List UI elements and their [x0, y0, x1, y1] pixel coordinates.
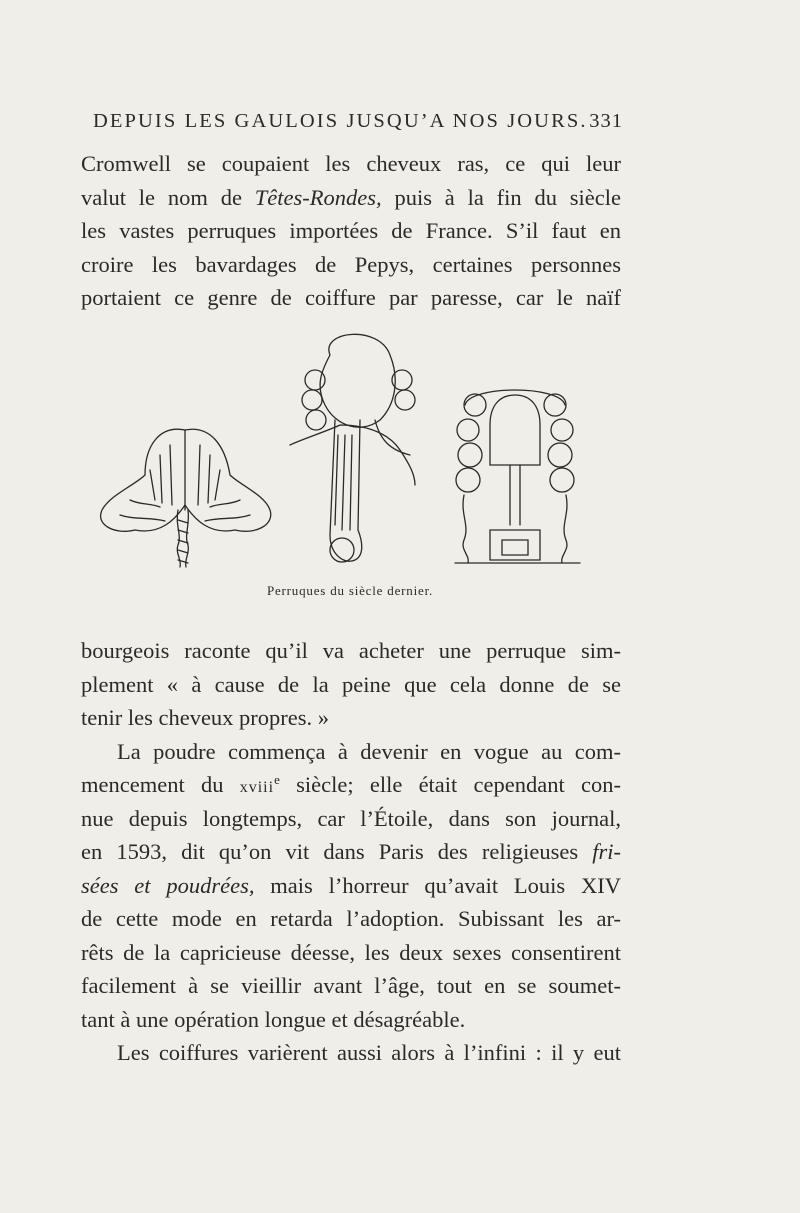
- text-run: valut le nom de: [81, 184, 255, 210]
- middle-wig-drawing: [290, 334, 415, 562]
- wig-illustration: [90, 325, 590, 575]
- text-line: Les coiffures varièrent aussi alors à l’infini : il y eut: [117, 1040, 621, 1065]
- text-line: Cromwell se coupaient les cheveux ras, ce qui leur: [81, 151, 621, 176]
- text-line: tant à une opération longue et désagréable.: [81, 1006, 466, 1032]
- italic-term: fri-: [592, 839, 621, 864]
- text-run: mais l’horreur qu’avait Louis XIV: [254, 872, 621, 898]
- text-line: La poudre commença à devenir en vogue au com-: [117, 738, 621, 764]
- century-numeral: xviii: [239, 779, 275, 796]
- text-line: croire les bavardages de Pepys, certaines personnes: [81, 251, 621, 277]
- text-line: tenir les cheveux propres. »: [81, 705, 330, 730]
- wigs-engraving: [90, 325, 590, 575]
- paragraph-before-figure: [81, 147, 621, 315]
- italic-term: sées et poudrées,: [81, 872, 255, 898]
- left-wig-drawing: [101, 429, 271, 567]
- text-line: [81, 181, 621, 215]
- text-line: nue depuis longtemps, car l’Étoile, dans son journal,: [81, 805, 621, 831]
- running-title: DEPUIS LES GAULOIS JUSQU’A NOS JOURS.: [93, 110, 588, 132]
- text-line: plement « à cause de la peine que cela donne de se: [81, 671, 621, 697]
- text-line: [81, 869, 621, 903]
- text-run: mencement du: [81, 772, 240, 797]
- text-line: [81, 768, 621, 802]
- text-line: portaient ce genre de coiffure par paresse, car le naïf: [81, 285, 621, 310]
- right-wig-drawing: [455, 390, 580, 563]
- italic-term: Têtes-Rondes,: [254, 184, 382, 210]
- page-number: 331: [589, 110, 623, 132]
- text-line: de cette mode en retarda l’adoption. Subissant les ar-: [81, 906, 621, 931]
- text-line: les vastes perruques importées de France. S’il faut en: [81, 218, 621, 243]
- text-line: rêts de la capricieuse déesse, les deux sexes consentirent: [81, 939, 621, 965]
- figure-caption: Perruques du siècle dernier.: [266, 583, 434, 598]
- superscript: e: [274, 772, 280, 787]
- text-line: bourgeois raconte qu’il va acheter une perruque sim-: [81, 638, 621, 663]
- text-run: puis à la fin du siècle: [381, 184, 622, 210]
- running-head: [93, 110, 623, 140]
- text-line: facilement à se vieillir avant l’âge, tout en se soumet-: [81, 973, 621, 998]
- text-line: [81, 835, 621, 869]
- paragraph-after-figure: [81, 634, 621, 1070]
- text-run: en 1593, dit qu’on vit dans Paris des religieuses: [81, 839, 593, 864]
- text-run: siècle; elle était cependant con-: [279, 772, 621, 797]
